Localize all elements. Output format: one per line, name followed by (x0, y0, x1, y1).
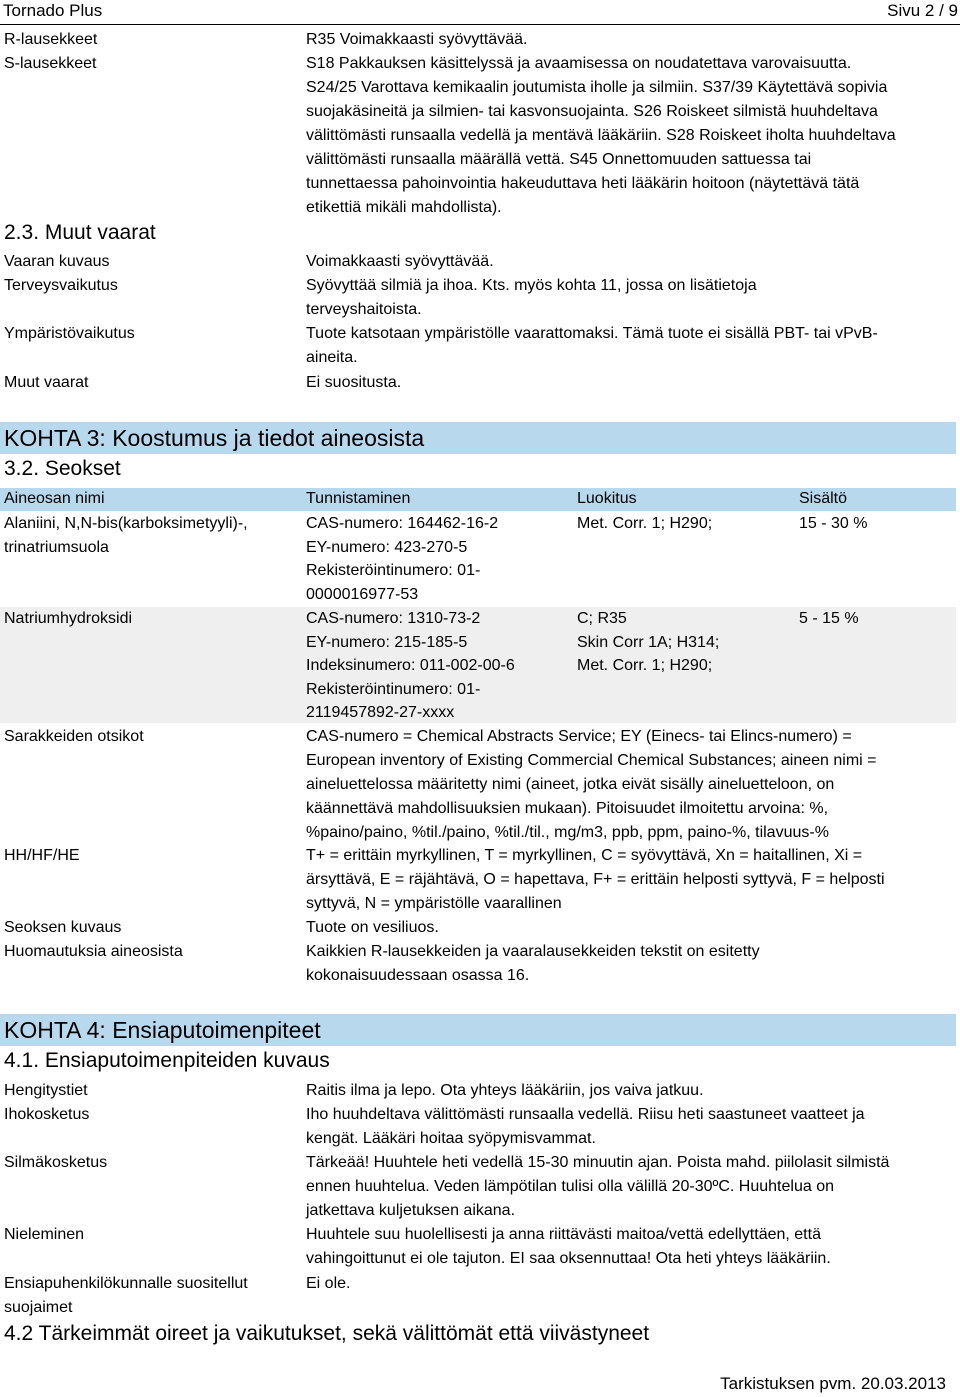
skin-contact-label: Ihokosketus (4, 1106, 90, 1123)
ingredient-remarks-label: Huomautuksia aineosista (4, 943, 183, 960)
heading-symptoms-effects: 4.2 Tärkeimmät oireet ja vaikutukset, sekä välittömät että viivästyneet (4, 1322, 650, 1345)
ingestion-value: Huuhtele suu huolellisesti ja anna riittävästi maitoa/vettä edellyttäen, että vahingoittunut ei ole tajuton. EI saa oksennuttaa! Ota heti yhteys lääkäriin. (306, 1226, 831, 1267)
eye-contact-label: Silmäkosketus (4, 1154, 108, 1171)
r-phrases-label: R-lausekkeet (4, 31, 98, 48)
health-effects-value: Syövyttää silmiä ja ihoa. Kts. myös kohta 11, jossa on lisätietoja terveyshaitoista. (306, 277, 757, 318)
table-header (0, 488, 956, 511)
ident-line: 2119457892-27-xxxx (306, 704, 455, 722)
ingredient-classification (577, 607, 787, 678)
column-header-content: Sisältö (799, 490, 848, 507)
ident-line: CAS-numero: 1310-73-2 (306, 610, 481, 627)
eye-contact-value: Tärkeää! Huuhtele heti vedellä 15-30 minuutin ajan. Poista mahd. piilolasit silmistä ennen huuhtelua. Veden lämpötilan tulisi olla välillä 20-30ºC. Huuhtelua on jatkettava kuljetuksen aikana. (306, 1154, 890, 1219)
environmental-effects-label: Ympäristövaikutus (4, 325, 135, 342)
ingredient-remarks-value: Kaikkien R-lausekkeiden ja vaaralausekkeiden tekstit on esitetty kokonaisuudessaan osassa 16. (306, 943, 760, 984)
heading-first-aid-description: 4.1. Ensiaputoimenpiteiden kuvaus (4, 1049, 330, 1072)
ident-line: CAS-numero: 164462-16-2 (306, 515, 499, 532)
other-hazards-label: Muut vaarat (4, 374, 89, 391)
health-effects-label: Terveysvaikutus (4, 277, 118, 294)
ingredient-identification (306, 607, 566, 725)
product-name: Tornado Plus (3, 1, 103, 20)
s-phrases-label: S-lausekkeet (4, 55, 97, 72)
column-header-identification: Tunnistaminen (306, 490, 411, 507)
ident-line: 0000016977-53 (306, 585, 419, 603)
class-line: C; R35 (577, 610, 627, 627)
other-hazards-value: Ei suositusta. (306, 374, 402, 391)
inhalation-label: Hengitystiet (4, 1082, 88, 1099)
column-header-name: Aineosan nimi (4, 490, 105, 507)
revision-date: Tarkistuksen pvm. 20.03.2013 (720, 1374, 946, 1393)
section-3-title: KOHTA 3: Koostumus ja tiedot aineosista (0, 422, 956, 454)
ident-line: Indeksinumero: 011-002-00-6 (306, 657, 515, 675)
hazard-symbols-note-value: T+ = erittäin myrkyllinen, T = myrkyllinen, C = syövyttävä, Xn = haitallinen, Xi = ärsyttävä, E = räjähtävä, O = hapettava, F+ = erittäin helposti syttyvä, F = helposti syttyvä, N = ympäristölle vaarallinen (306, 847, 885, 912)
first-aider-protection-label: Ensiapuhenkilökunnalle suositellut suojaimet (4, 1275, 248, 1316)
page-header (0, 0, 960, 25)
ident-line: Rekisteröintinumero: 01- (306, 680, 481, 698)
ident-line: Rekisteröintinumero: 01- (306, 562, 481, 580)
heading-other-hazards: 2.3. Muut vaarat (4, 221, 156, 244)
ingredient-name: Alaniini, N,N-bis(karboksimetyyli)-, trinatriumsuola (4, 515, 248, 556)
hazard-description-value: Voimakkaasti syövyttävää. (306, 253, 494, 270)
mixture-description-label: Seoksen kuvaus (4, 919, 122, 936)
heading-mixtures: 3.2. Seokset (4, 457, 121, 480)
mixture-description-value: Tuote on vesiliuos. (306, 919, 439, 936)
ingredient-content: 5 - 15 % (799, 610, 859, 627)
hazard-description-label: Vaaran kuvaus (4, 253, 110, 270)
skin-contact-value: Iho huuhdeltava välittömästi runsaalla vedellä. Riisu heti saastuneet vaatteet ja kengät. Lääkäri hoitaa syöpymisvammat. (306, 1106, 865, 1147)
ingredient-classification (577, 512, 787, 536)
class-line: Met. Corr. 1; H290; (577, 515, 713, 532)
inhalation-value: Raitis ilma ja lepo. Ota yhteys lääkäriin, jos vaiva jatkuu. (306, 1082, 704, 1099)
column-headings-note-label: Sarakkeiden otsikot (4, 728, 144, 745)
environmental-effects-value: Tuote katsotaan ympäristölle vaarattomaksi. Tämä tuote ei sisällä PBT- tai vPvB-aineita. (306, 325, 878, 366)
r-phrases-value: R35 Voimakkaasti syövyttävää. (306, 31, 528, 48)
column-headings-note-value: CAS-numero = Chemical Abstracts Service; EY (Einecs- tai Elincs-numero) = European inventory of Existing Commercial Chemical Substances; aineen nimi = aineluettelossa määritetty nimi (aineet, jotka eivät sisälly aineluetteloon, on käännettävä mahdollisuuksien mukaan). Pitoisuudet ilmoitettu arvoina: %, %paino/paino, %til./paino, %til./til., mg/m3, ppb, ppm, paino-%, tilavuus-% (306, 728, 877, 841)
class-line: Met. Corr. 1; H290; (577, 657, 713, 675)
ident-line: EY-numero: 215-185-5 (306, 633, 468, 651)
ingestion-label: Nieleminen (4, 1226, 85, 1243)
ident-line: EY-numero: 423-270-5 (306, 538, 468, 556)
s-phrases-value: S18 Pakkauksen käsittelyssä ja avaamisessa on noudatettava varovaisuutta. S24/25 Varottava kemikaalin joutumista iholle ja silmiin. S37/39 Käytettävä sopivia suojakäsineitä ja silmien- tai kasvonsuojainta. S26 Roiskeet silmistä huuhdeltava välittömästi runsaalla vedellä ja mentävä lääkäriin. S28 Roiskeet iholta huuhdeltava välittömästi runsaalla määrällä vettä. S45 Onnettomuuden sattuessa tai tunnettaessa pahoinvointia hakeuduttava heti lääkärin hoitoon (näytettävä tätä etikettiä mikäli mahdollista). (306, 55, 896, 216)
hazard-symbols-note-label: HH/HF/HE (4, 847, 80, 864)
page-number: Sivu 2 / 9 (887, 1, 958, 20)
column-header-classification: Luokitus (577, 490, 637, 507)
ingredient-identification (306, 512, 566, 606)
class-line: Skin Corr 1A; H314; (577, 633, 720, 651)
first-aider-protection-value: Ei ole. (306, 1275, 351, 1292)
ingredient-name: Natriumhydroksidi (4, 610, 133, 627)
ingredient-content: 15 - 30 % (799, 515, 868, 532)
section-4-title: KOHTA 4: Ensiaputoimenpiteet (0, 1014, 956, 1046)
